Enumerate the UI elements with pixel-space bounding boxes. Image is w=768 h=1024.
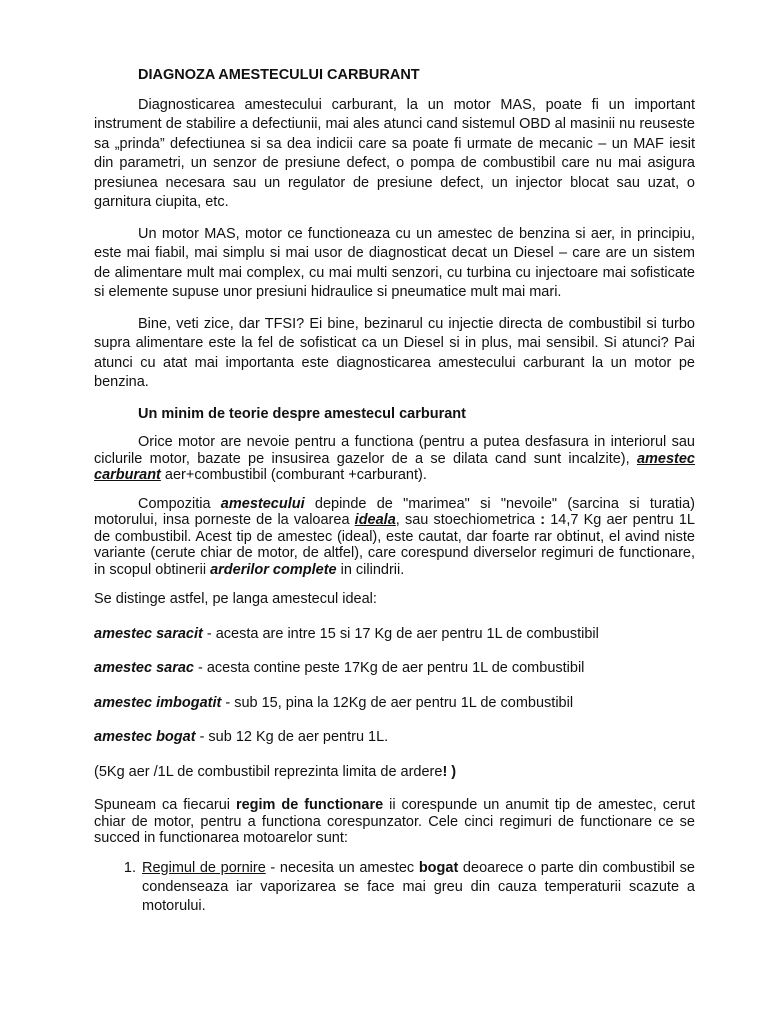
term-amestec-carburant: amestec carburant: [94, 450, 695, 483]
section-heading: Un minim de teorie despre amestecul carburant: [138, 405, 466, 422]
document-title: DIAGNOZA AMESTECULUI CARBURANT: [138, 67, 420, 83]
term-regim-de-functionare: regim de functionare: [235, 797, 384, 813]
mixture-definition: amestec sarac - acesta contine peste 17Kg de aer pentru 1L de combustibil: [94, 660, 585, 676]
paragraph-regimes: Spuneam ca fiecarui regim de functionare ii corespunde un anumit tip de amestec, cerut chiar de motor, pentru a functiona corespunzator. Cele cinci regimuri de functionare ce se succed in functionarea motoarelor sunt:: [94, 797, 696, 846]
mixture-definition: amestec bogat - sub 12 Kg de aer pentru 1L.: [94, 729, 389, 745]
mixture-term: amestec saracit: [94, 625, 203, 642]
paragraph-tfsi: Bine, veti zice, dar TFSI? Ei bine, bezinarul cu injectie directa de combustibil si turbo supra alimentare este la fel de sofisticat ca un Diesel si in plus, mai sensibil. Si atunci? Pai atunci cu atat mai importanta este diagnosticarea amestecului carburant la un motor pe benzina.: [94, 315, 695, 390]
mixture-definition: amestec saracit - acesta are intre 15 si 17 Kg de aer pentru 1L de combustibil: [94, 625, 599, 642]
mixture-term: amestec bogat: [94, 729, 196, 745]
regime-name: Regimul de pornire: [142, 859, 266, 876]
mixture-definition: amestec imbogatit - sub 15, pina la 12Kg de aer pentru 1L de combustibil: [94, 694, 574, 711]
regimes-list: [94, 859, 695, 916]
term-ideala: ideala: [354, 512, 396, 528]
document-body: [94, 66, 695, 916]
paragraph-engine-needs: Orice motor are nevoie pentru a functiona (pentru a putea desfasura in interiorul sau ciclurile motor, bazate pe insusirea gazelor de a se dilata cand sunt incalzite), amestec carburant aer+combustibil (comburant +carburant).: [94, 434, 695, 483]
mixture-term: amestec imbogatit: [94, 694, 222, 711]
paragraph-distinction: Se distinge astfel, pe langa amestecul ideal:: [94, 591, 377, 607]
paragraph-mas-engine: Un motor MAS, motor ce functioneaza cu un amestec de benzina si aer, in principiu, este mai fiabil, mai simplu si mai usor de diagnosticat decat un Diesel – care are un sistem de alimentare mult mai complex, cu mai multi senzori, cu turbina cu injectoare mai sofisticate si elemente supuse unor presiuni hidraulice si pneumatice mult mai mari.: [94, 225, 695, 300]
list-item: 1. Regimul de pornire - necesita un amestec bogat deoarece o parte din combustibil se condenseaza iar vaporizarea se face mai greu din cauza temperaturii scazute a motorului.: [140, 859, 695, 916]
paragraph-intro: Diagnosticarea amestecului carburant, la un motor MAS, poate fi un important instrument de stabilire a defectiunii, mai ales atunci cand sistemul OBD al masinii nu reuseste sa „prinda” defectiunea si sa dea indicii care sa poate fi urmate de mecanic – un MAF iesit din parametri, un senzor de presiune defect, o pompa de combustibil care nu mai asigura presiunea necesara sau un regulator de presiune defect, un injector blocat sau uzat, o garnitura ciupita, etc.: [94, 96, 695, 210]
paragraph-composition: Compozitia amestecului depinde de "marimea" si "nevoile" (sarcina si turatia) motorului, insa porneste de la valoarea ideala, sau stoechiometrica : 14,7 Kg aer pentru 1L de combustibil. Acest tip de amestec (ideal), este cautat, dar foarte rar obtinut, el avind niste variante (cerute chiar de motor, de altfel), care corespund diverselor regimuri de functionare, in scopul obtinerii arderilor complete in cilindrii.: [94, 495, 696, 578]
paragraph-combustion-limit: (5Kg aer /1L de combustibil reprezinta limita de ardere! ): [94, 763, 457, 780]
term-amestecului: amestecului: [220, 495, 305, 512]
mixture-term: amestec sarac: [94, 660, 194, 676]
term-arderilor-complete: arderilor complete: [210, 561, 337, 578]
